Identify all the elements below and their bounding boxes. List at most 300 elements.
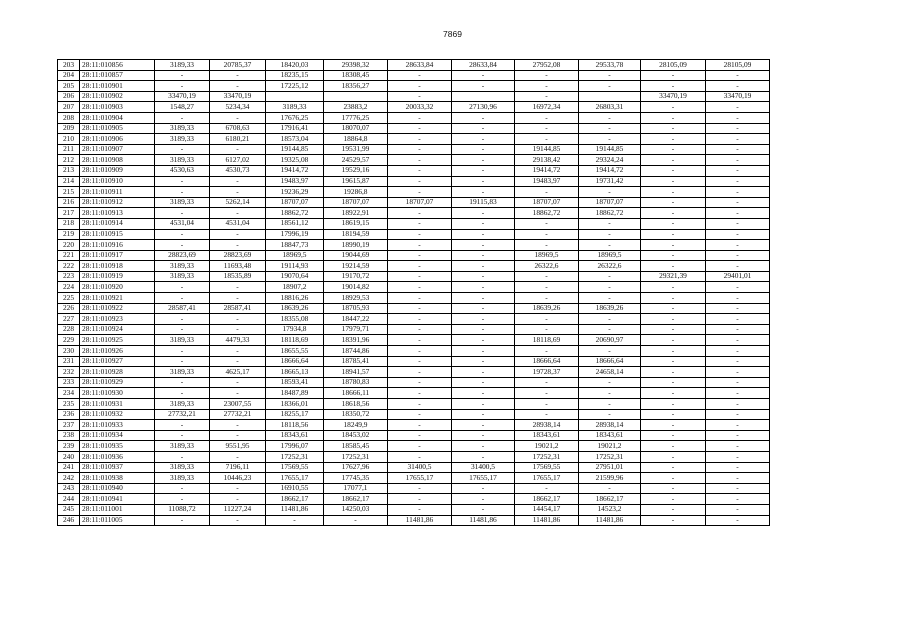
value-cell: - <box>155 282 210 293</box>
value-cell: - <box>388 261 452 272</box>
value-cell: 17252,31 <box>266 451 324 462</box>
value-cell: - <box>706 451 770 462</box>
row-number-cell: 223 <box>58 271 80 282</box>
value-cell: 14523,2 <box>579 504 641 515</box>
value-cell: - <box>388 229 452 240</box>
cadastral-number-cell: 28:11:010902 <box>80 91 155 102</box>
value-cell: 17996,19 <box>266 229 324 240</box>
value-cell: 18618,56 <box>324 399 388 410</box>
value-cell: - <box>388 324 452 335</box>
value-cell: - <box>641 165 706 176</box>
table-row <box>58 261 770 272</box>
value-cell: - <box>452 293 515 304</box>
value-cell: - <box>452 356 515 367</box>
row-number-cell: 212 <box>58 155 80 166</box>
value-cell: - <box>388 494 452 505</box>
value-cell: 3189,33 <box>155 441 210 452</box>
value-cell: 17627,96 <box>324 462 388 473</box>
value-cell: 18705,93 <box>324 303 388 314</box>
cadastral-number-cell: 28:11:010918 <box>80 261 155 272</box>
value-cell: - <box>388 123 452 134</box>
row-number-cell: 236 <box>58 409 80 420</box>
value-cell: - <box>706 462 770 473</box>
value-cell: - <box>641 430 706 441</box>
value-cell: - <box>515 134 579 145</box>
row-number-cell: 238 <box>58 430 80 441</box>
value-cell: 11481,86 <box>515 515 579 526</box>
cadastral-number-cell: 28:11:010933 <box>80 420 155 431</box>
value-cell: 18593,41 <box>266 377 324 388</box>
value-cell: 28633,84 <box>388 60 452 71</box>
value-cell: - <box>388 91 452 102</box>
cadastral-number-cell: 28:11:010929 <box>80 377 155 388</box>
value-cell: 17745,35 <box>324 473 388 484</box>
row-number-cell: 217 <box>58 208 80 219</box>
value-cell: 19483,97 <box>515 176 579 187</box>
value-cell: - <box>452 377 515 388</box>
value-cell: - <box>210 176 266 187</box>
value-cell: - <box>706 81 770 92</box>
value-cell: - <box>210 240 266 251</box>
value-cell: - <box>210 483 266 494</box>
value-cell: 29138,42 <box>515 155 579 166</box>
value-cell: - <box>210 356 266 367</box>
value-cell: 18343,61 <box>579 430 641 441</box>
value-cell: 18070,07 <box>324 123 388 134</box>
value-cell: 18969,5 <box>515 250 579 261</box>
cadastral-number-cell: 28:11:010932 <box>80 409 155 420</box>
table-row <box>58 70 770 81</box>
value-cell: - <box>155 388 210 399</box>
value-cell: 18343,61 <box>515 430 579 441</box>
table-row <box>58 144 770 155</box>
table-row <box>58 430 770 441</box>
value-cell: - <box>641 314 706 325</box>
value-cell: - <box>706 494 770 505</box>
value-cell: - <box>641 420 706 431</box>
value-cell: 17655,17 <box>388 473 452 484</box>
value-cell: - <box>452 494 515 505</box>
value-cell: - <box>155 112 210 123</box>
value-cell: - <box>515 399 579 410</box>
value-cell: 18864,8 <box>324 134 388 145</box>
value-cell: - <box>155 420 210 431</box>
value-cell: - <box>388 112 452 123</box>
value-cell: 17676,25 <box>266 112 324 123</box>
value-cell: - <box>515 388 579 399</box>
value-cell: - <box>452 314 515 325</box>
value-cell: - <box>388 218 452 229</box>
value-cell: - <box>641 494 706 505</box>
value-cell: - <box>641 356 706 367</box>
value-cell: 18707,07 <box>266 197 324 208</box>
value-cell: - <box>579 388 641 399</box>
value-cell: - <box>641 70 706 81</box>
value-cell: 18922,91 <box>324 208 388 219</box>
value-cell: 27732,21 <box>210 409 266 420</box>
row-number-cell: 208 <box>58 112 80 123</box>
value-cell: 19531,99 <box>324 144 388 155</box>
cadastral-number-cell: 28:11:011001 <box>80 504 155 515</box>
value-cell: 24529,57 <box>324 155 388 166</box>
value-cell: - <box>155 70 210 81</box>
value-cell: - <box>388 367 452 378</box>
value-cell: - <box>155 483 210 494</box>
value-cell: - <box>579 409 641 420</box>
value-cell: 18350,72 <box>324 409 388 420</box>
value-cell: - <box>706 176 770 187</box>
table-row <box>58 451 770 462</box>
row-number-cell: 228 <box>58 324 80 335</box>
value-cell: - <box>388 504 452 515</box>
value-cell: - <box>579 218 641 229</box>
value-cell: - <box>452 271 515 282</box>
cadastral-number-cell: 28:11:010940 <box>80 483 155 494</box>
row-number-cell: 215 <box>58 187 80 198</box>
value-cell: - <box>388 176 452 187</box>
value-cell: - <box>641 483 706 494</box>
value-cell: 18487,89 <box>266 388 324 399</box>
value-cell: - <box>515 240 579 251</box>
cadastral-number-cell: 28:11:010924 <box>80 324 155 335</box>
cadastral-number-cell: 28:11:010910 <box>80 176 155 187</box>
value-cell: - <box>641 81 706 92</box>
value-cell: - <box>452 229 515 240</box>
value-cell: - <box>155 293 210 304</box>
row-number-cell: 214 <box>58 176 80 187</box>
value-cell: 19286,8 <box>324 187 388 198</box>
value-cell: - <box>641 261 706 272</box>
value-cell: 11227,24 <box>210 504 266 515</box>
cadastral-number-cell: 28:11:010935 <box>80 441 155 452</box>
value-cell: - <box>706 377 770 388</box>
value-cell: - <box>579 293 641 304</box>
value-cell: 17252,31 <box>579 451 641 462</box>
value-cell: - <box>579 112 641 123</box>
table-row <box>58 60 770 71</box>
value-cell: 17655,17 <box>515 473 579 484</box>
value-cell: - <box>452 187 515 198</box>
value-cell: - <box>388 155 452 166</box>
value-cell: - <box>388 420 452 431</box>
value-cell: 29401,01 <box>706 271 770 282</box>
row-number-cell: 234 <box>58 388 80 399</box>
value-cell: - <box>155 451 210 462</box>
value-cell: 19483,97 <box>266 176 324 187</box>
value-cell: 18118,69 <box>266 335 324 346</box>
value-cell: - <box>641 399 706 410</box>
value-cell: 18707,07 <box>579 197 641 208</box>
value-cell: 19044,69 <box>324 250 388 261</box>
value-cell: - <box>452 346 515 357</box>
value-cell: 28105,09 <box>706 60 770 71</box>
value-cell: 3189,33 <box>155 197 210 208</box>
value-cell: 18785,41 <box>324 356 388 367</box>
value-cell: 18366,01 <box>266 399 324 410</box>
value-cell: 11481,86 <box>266 504 324 515</box>
value-cell: - <box>210 420 266 431</box>
row-number-cell: 235 <box>58 399 80 410</box>
value-cell: 11693,48 <box>210 261 266 272</box>
value-cell: - <box>706 293 770 304</box>
value-cell: 5234,34 <box>210 102 266 113</box>
value-cell: 11481,86 <box>579 515 641 526</box>
table-row <box>58 367 770 378</box>
value-cell: - <box>641 388 706 399</box>
value-cell: - <box>706 218 770 229</box>
value-cell: 33470,19 <box>641 91 706 102</box>
row-number-cell: 224 <box>58 282 80 293</box>
value-cell: 24658,14 <box>579 367 641 378</box>
value-cell: - <box>452 250 515 261</box>
value-cell: - <box>515 377 579 388</box>
table-row <box>58 356 770 367</box>
value-cell: 5262,14 <box>210 197 266 208</box>
value-cell: 17916,41 <box>266 123 324 134</box>
value-cell: - <box>515 324 579 335</box>
table-row <box>58 409 770 420</box>
value-cell: - <box>706 409 770 420</box>
cadastral-number-cell: 28:11:010917 <box>80 250 155 261</box>
value-cell: 27952,08 <box>515 60 579 71</box>
value-cell: 19728,37 <box>515 367 579 378</box>
value-cell: - <box>579 324 641 335</box>
row-number-cell: 219 <box>58 229 80 240</box>
value-cell: - <box>155 176 210 187</box>
table-row <box>58 165 770 176</box>
value-cell: - <box>210 81 266 92</box>
value-cell: - <box>706 187 770 198</box>
value-cell: 29324,24 <box>579 155 641 166</box>
value-cell: - <box>452 155 515 166</box>
value-cell: 23007,55 <box>210 399 266 410</box>
value-cell: 3189,33 <box>155 399 210 410</box>
value-cell: 18744,86 <box>324 346 388 357</box>
value-cell: - <box>706 261 770 272</box>
value-cell: - <box>515 91 579 102</box>
value-cell: - <box>706 240 770 251</box>
row-number-cell: 226 <box>58 303 80 314</box>
value-cell: 20690,97 <box>579 335 641 346</box>
value-cell: 18639,26 <box>515 303 579 314</box>
row-number-cell: 218 <box>58 218 80 229</box>
table-row <box>58 324 770 335</box>
row-number-cell: 242 <box>58 473 80 484</box>
value-cell: - <box>579 229 641 240</box>
value-cell: - <box>210 314 266 325</box>
row-number-cell: 231 <box>58 356 80 367</box>
value-cell: - <box>706 70 770 81</box>
value-cell: - <box>388 314 452 325</box>
table-row <box>58 197 770 208</box>
value-cell: 18662,17 <box>515 494 579 505</box>
value-cell: 27951,01 <box>579 462 641 473</box>
value-cell: 18453,02 <box>324 430 388 441</box>
value-cell: - <box>706 112 770 123</box>
value-cell: 27130,96 <box>452 102 515 113</box>
value-cell: 18249,9 <box>324 420 388 431</box>
value-cell: 17077,1 <box>324 483 388 494</box>
cadastral-number-cell: 28:11:010921 <box>80 293 155 304</box>
cadastral-number-cell: 28:11:010928 <box>80 367 155 378</box>
value-cell: - <box>706 483 770 494</box>
value-cell: - <box>155 229 210 240</box>
value-cell: - <box>452 504 515 515</box>
value-cell: 18619,15 <box>324 218 388 229</box>
value-cell: - <box>579 282 641 293</box>
value-cell: 3189,33 <box>155 134 210 145</box>
value-cell: 28823,69 <box>155 250 210 261</box>
value-cell: - <box>579 240 641 251</box>
value-cell: 19021,2 <box>579 441 641 452</box>
row-number-cell: 237 <box>58 420 80 431</box>
value-cell: 4531,04 <box>210 218 266 229</box>
page-number: 7869 <box>443 29 462 39</box>
value-cell: - <box>210 208 266 219</box>
value-cell: - <box>452 240 515 251</box>
value-cell: 28587,41 <box>155 303 210 314</box>
value-cell: - <box>706 282 770 293</box>
value-cell: 28633,84 <box>452 60 515 71</box>
value-cell: 19529,16 <box>324 165 388 176</box>
value-cell: - <box>706 250 770 261</box>
value-cell: - <box>388 356 452 367</box>
value-cell: 18420,03 <box>266 60 324 71</box>
value-cell: - <box>210 187 266 198</box>
value-cell: 17252,31 <box>324 451 388 462</box>
table-row <box>58 123 770 134</box>
value-cell: 29533,78 <box>579 60 641 71</box>
value-cell: - <box>388 70 452 81</box>
value-cell: 23883,2 <box>324 102 388 113</box>
table-row <box>58 134 770 145</box>
value-cell: - <box>452 176 515 187</box>
value-cell: 3189,33 <box>155 335 210 346</box>
value-cell: 19144,85 <box>579 144 641 155</box>
value-cell: - <box>706 303 770 314</box>
value-cell: - <box>388 409 452 420</box>
value-cell: 4530,63 <box>155 165 210 176</box>
value-cell: 4479,33 <box>210 335 266 346</box>
value-cell: - <box>452 430 515 441</box>
value-cell: 18639,26 <box>579 303 641 314</box>
cadastral-number-cell: 28:11:010915 <box>80 229 155 240</box>
cadastral-number-cell: 28:11:010937 <box>80 462 155 473</box>
value-cell: 18907,2 <box>266 282 324 293</box>
cadastral-number-cell: 28:11:010938 <box>80 473 155 484</box>
value-cell: 18447,22 <box>324 314 388 325</box>
cadastral-number-cell: 28:11:010904 <box>80 112 155 123</box>
value-cell: 18118,56 <box>266 420 324 431</box>
value-cell: - <box>388 81 452 92</box>
row-number-cell: 211 <box>58 144 80 155</box>
value-cell: - <box>579 271 641 282</box>
row-number-cell: 233 <box>58 377 80 388</box>
value-cell: - <box>452 70 515 81</box>
value-cell: - <box>641 176 706 187</box>
row-number-cell: 203 <box>58 60 80 71</box>
value-cell: - <box>706 388 770 399</box>
value-cell: - <box>641 515 706 526</box>
value-cell: - <box>706 134 770 145</box>
value-cell: 18585,45 <box>324 441 388 452</box>
row-number-cell: 227 <box>58 314 80 325</box>
value-cell: 19115,83 <box>452 197 515 208</box>
value-cell: 11481,86 <box>452 515 515 526</box>
value-cell: 18662,17 <box>324 494 388 505</box>
value-cell: 16910,55 <box>266 483 324 494</box>
value-cell: 18666,64 <box>579 356 641 367</box>
cadastral-number-cell: 28:11:011005 <box>80 515 155 526</box>
value-cell: - <box>515 483 579 494</box>
value-cell: 10446,23 <box>210 473 266 484</box>
value-cell: - <box>706 155 770 166</box>
row-number-cell: 244 <box>58 494 80 505</box>
value-cell: 9551,95 <box>210 441 266 452</box>
value-cell: - <box>641 335 706 346</box>
value-cell: - <box>155 356 210 367</box>
cadastral-number-cell: 28:11:010936 <box>80 451 155 462</box>
value-cell: 18941,57 <box>324 367 388 378</box>
cadastral-number-cell: 28:11:010907 <box>80 144 155 155</box>
value-cell: 18356,27 <box>324 81 388 92</box>
row-number-cell: 225 <box>58 293 80 304</box>
value-cell: 17655,17 <box>266 473 324 484</box>
value-cell: 3189,33 <box>155 261 210 272</box>
value-cell: - <box>452 335 515 346</box>
value-cell: - <box>324 515 388 526</box>
table-row <box>58 420 770 431</box>
value-cell: 28938,14 <box>579 420 641 431</box>
value-cell: - <box>155 430 210 441</box>
value-cell: - <box>452 409 515 420</box>
value-cell: 18118,69 <box>515 335 579 346</box>
value-cell: - <box>641 112 706 123</box>
value-cell: - <box>641 123 706 134</box>
value-cell: 18665,13 <box>266 367 324 378</box>
value-cell: - <box>515 271 579 282</box>
value-cell: - <box>388 144 452 155</box>
cadastral-number-cell: 28:11:010934 <box>80 430 155 441</box>
row-number-cell: 241 <box>58 462 80 473</box>
value-cell: 17979,71 <box>324 324 388 335</box>
value-cell: - <box>155 144 210 155</box>
row-number-cell: 240 <box>58 451 80 462</box>
value-cell: 19414,72 <box>266 165 324 176</box>
cadastral-number-cell: 28:11:010920 <box>80 282 155 293</box>
value-cell: 17225,12 <box>266 81 324 92</box>
value-cell: - <box>641 229 706 240</box>
value-cell: 19615,87 <box>324 176 388 187</box>
value-cell: - <box>641 367 706 378</box>
value-cell: 33470,19 <box>155 91 210 102</box>
table-row <box>58 314 770 325</box>
value-cell: - <box>579 377 641 388</box>
value-cell: - <box>641 473 706 484</box>
value-cell: 14454,17 <box>515 504 579 515</box>
table-row <box>58 377 770 388</box>
value-cell: 33470,19 <box>706 91 770 102</box>
value-cell: 18862,72 <box>515 208 579 219</box>
value-cell: - <box>266 515 324 526</box>
value-cell: - <box>155 240 210 251</box>
value-cell: - <box>706 324 770 335</box>
value-cell: 14250,03 <box>324 504 388 515</box>
value-cell: - <box>452 483 515 494</box>
value-cell: - <box>579 483 641 494</box>
cadastral-number-cell: 28:11:010923 <box>80 314 155 325</box>
value-cell: 3189,33 <box>155 462 210 473</box>
